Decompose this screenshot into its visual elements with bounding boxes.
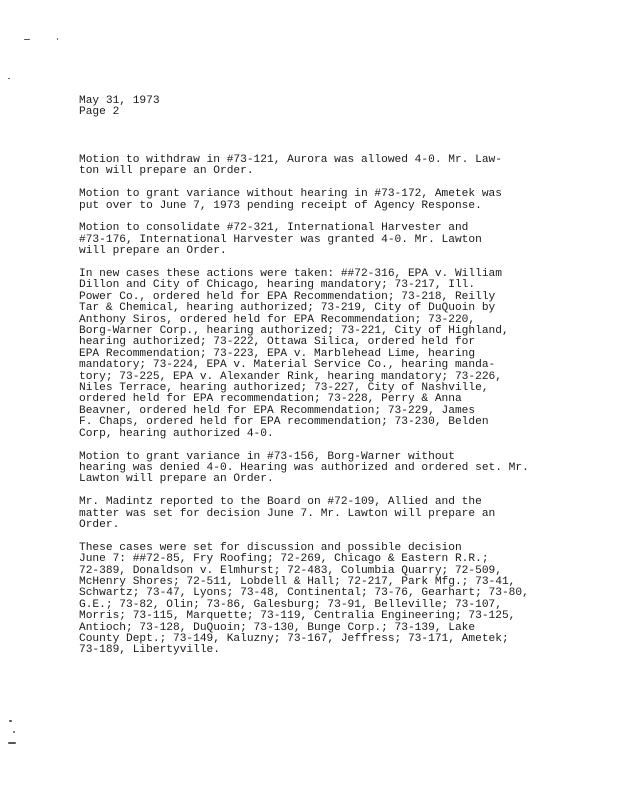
scan-speck: [57, 38, 58, 40]
document-body: [79, 155, 579, 668]
paragraph-madintz-report: Mr. Madintz reported to the Board on #72-109, Allied and the matter was set for decision June 7. Mr. Lawton will prepare an Order.: [79, 496, 496, 531]
scan-speck: [24, 39, 30, 40]
letter-header: [79, 96, 160, 119]
scan-speck: [8, 78, 10, 79]
paragraph-withdraw-motion: Motion to withdraw in #73-121, Aurora was allowed 4-0. Mr. Law- ton will prepare an Order.: [79, 154, 502, 178]
paragraph-variance-borg-warner: Motion to grant variance in #73-156, Borg-Warner without hearing was denied 4-0. Hearing was authorized and ordered set. Mr. Lawton will prepare an Order.: [79, 450, 529, 486]
paragraph-consolidate: Motion to consolidate #72-321, International Harvester and #73-176, International Harvester was granted 4-0. Mr. Lawton will prepare an Order.: [79, 222, 482, 258]
header-date: May 31, 1973: [79, 95, 160, 107]
scan-speck: [9, 720, 12, 722]
scan-speck: [8, 742, 16, 744]
paragraph-new-cases: In new cases these actions were taken: ##72-316, EPA v. William Dillon and City of Chicago, hearing mandatory; 73-217, Ill. Power Co., ordered held for EPA Recommendation; 73-218, Reilly Tar & Chemical, hearing authorized; 73-219, City of DuQuoin by Anthony Siros, ordered held for EPA Recommendation; 73-220, Borg-Warner Corp., hearing authorized; 73-221, City of Highland, hearing authorized; 73-222, Ottawa Silica, ordered held for EPA Recommendation; 73-223, EPA v. Marblehead Lime, hearing mandatory; 73-224, EPA v. Material Service Co., hearing manda- tory; 73-225, EPA v. Alexander Rink, hearing mandatory; 73-226, Niles Terrace, hearing authorized; 73-227, City of Nashville, ordered held for EPA recommendation; 73-228, Perry & Anna Beavner, ordered held for EPA Recommendation; 73-229, James F. Chaps, ordered held for EPA recommendation; 73-230, Belden Corp, hearing authorized 4-0.: [79, 268, 509, 440]
paragraph-variance-ametek: Motion to grant variance without hearing in #73-172, Ametek was put over to June 7, 1973 pending receipt of Agency Response.: [79, 188, 502, 212]
scan-speck: [13, 731, 15, 733]
paragraph-cases-set: These cases were set for discussion and possible decision June 7: ##72-85, Fry Roofing; 72-269, Chicago & Eastern R.R.; 72-389, Donaldson v. Elmhurst; 72-483, Columbia Quarry; 72-509, McHenry Shores; 72-511, Lobdell & Hall; 72-217, Park Mfg.; 73-41, Schwartz; 73-47, Lyons; 73-48, Continental; 73-76, Gearhart; 73-80, G.E.; 73-82, Olin; 73-86, Galesburg; 73-91, Belleville; 73-107, Morris; 73-115, Marquette; 73-119, Centralia Engineering; 73-125, Antioch; 73-128, DuQuoin; 73-130, Bunge Corp.; 73-139, Lake County Dept.; 73-149, Kaluzny; 73-167, Jeffress; 73-171, Ametek; 73-189, Libertyville.: [79, 541, 529, 657]
header-page-number: Page 2: [79, 106, 120, 119]
